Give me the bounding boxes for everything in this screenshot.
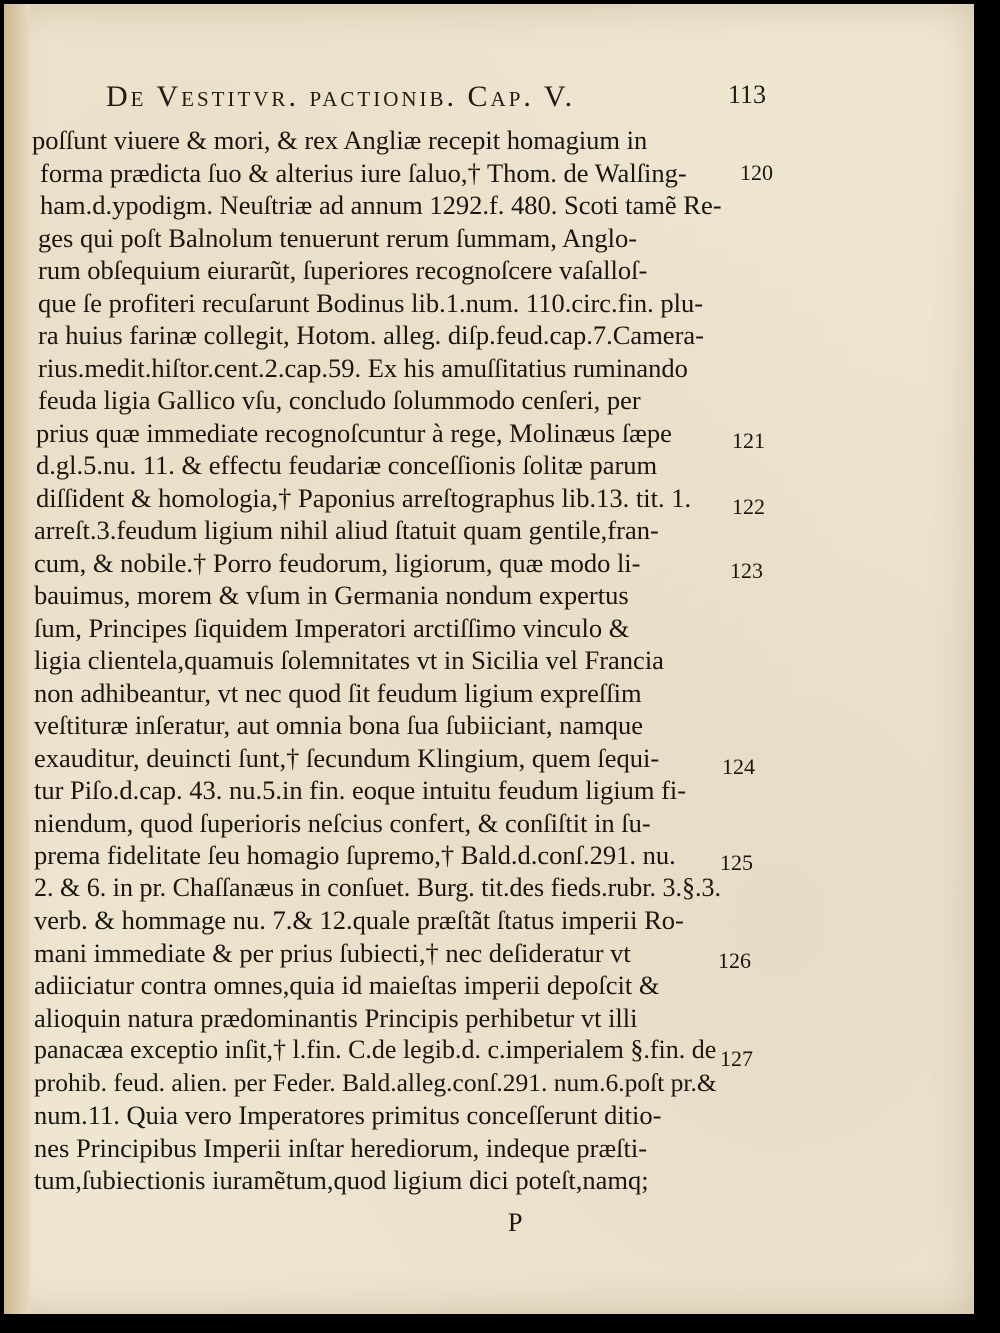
text-line: prius quæ immediate recognoſcuntur à rege, Molinæus ſæpe — [36, 417, 672, 448]
marginal-note-number: 122 — [732, 494, 765, 519]
text-line: bauimus, morem & vſum in Germania nondum expertus — [34, 580, 629, 610]
marginal-note-number: 125 — [720, 850, 753, 875]
text-line: panacæa exceptio inſit,† l.fin. C.de legib.d. c.imperialem §.fin. de — [34, 1035, 717, 1064]
text-line: arreſt.3.feudum ligium nihil aliud ſtatuit quam gentile,fran- — [34, 515, 659, 545]
text-line: ra huius farinæ collegit, Hotom. alleg. diſp.feud.cap.7.Camera- — [38, 320, 704, 350]
text-line: rum obſequium eiurarũt, ſuperiores recognoſcere vaſalloſ- — [38, 255, 648, 285]
text-line: ligia clientela,quamuis ſolemnitates vt in Sicilia vel Francia — [34, 645, 664, 675]
text-line: 2. & 6. in pr. Chaſſanæus in conſuet. Burg. tit.des fieds.rubr. 3.§.3. — [34, 872, 722, 902]
text-line: non adhibeantur, vt nec quod ſit feudum ligium expreſſim — [34, 677, 642, 708]
text-line: cum, & nobile.† Porro feudorum, ligiorum, quæ modo li- — [34, 547, 641, 578]
text-line: prema fidelitate ſeu homagio ſupremo,† Bald.d.conſ.291. nu. — [34, 840, 676, 870]
signature-mark: P — [508, 1208, 523, 1237]
text-line: ham.d.ypodigm. Neuſtriæ ad annum 1292.f. 480. Scoti tamẽ Re- — [40, 190, 722, 220]
marginal-note-number: 121 — [732, 428, 765, 453]
text-line: d.gl.5.nu. 11. & effectu feudariæ conceſſionis ſolitæ parum — [36, 450, 658, 480]
text-line: feuda ligia Gallico vſu, concludo ſolummodo cenſeri, per — [38, 385, 641, 415]
text-line: mani immediate & per prius ſubiecti,† nec deſideratur vt — [34, 937, 631, 968]
text-line: num.11. Quia vero Imperatores primitus conceſſerunt ditio- — [34, 1100, 662, 1130]
text-line: tum,ſubiectionis iuramẽtum,quod ligium dici poteſt,namq; — [34, 1165, 649, 1195]
text-line: que ſe profiteri recuſarunt Bodinus lib.1.num. 110.circ.fin. plu- — [38, 287, 704, 318]
running-head — [106, 80, 766, 120]
text-line: diſſident & homologia,† Paponius arreſtographus lib.13. tit. 1. — [36, 482, 692, 513]
text-line: rius.medit.hiſtor.cent.2.cap.59. Ex his amuſſitatius ruminando — [38, 352, 688, 383]
marginal-note-number: 127 — [720, 1046, 753, 1071]
running-head-title: De Vestitvr. pactionib. Cap. V. — [106, 80, 576, 113]
text-line: prohib. feud. alien. per Feder. Bald.alleg.conſ.291. num.6.poſt pr.& — [34, 1067, 717, 1097]
text-line: verb. & hommage nu. 7.& 12.quale præſtãt ſtatus imperii Ro- — [34, 905, 684, 935]
text-line: alioquin natura prædominantis Principis perhibetur vt illi — [34, 1002, 638, 1033]
text-line: poſſunt viuere & mori, & rex Angliæ recepit homagium in — [32, 125, 648, 155]
text-line: nes Principibus Imperii inſtar herediorum, indeque præſti- — [34, 1132, 648, 1163]
text-line: ges qui poſt Balnolum tenuerunt rerum ſummam, Anglo- — [38, 222, 638, 253]
text-line: ſum, Principes ſiquidem Imperatori arctiſſimo vinculo & — [34, 612, 630, 643]
text-line: adiiciatur contra omnes,quia id maieſtas imperii depoſcit & — [34, 970, 660, 1000]
marginal-note-number: 124 — [722, 754, 755, 779]
text-line: niendum, quod ſuperioris neſcius confert, & conſiſtit in ſu- — [34, 807, 651, 838]
marginal-note-number: 126 — [718, 948, 751, 973]
text-line: forma prædicta ſuo & alterius iure ſaluo,† Thom. de Walſing- — [40, 157, 687, 188]
page-number: 113 — [727, 80, 766, 109]
binding-gutter — [4, 4, 30, 1314]
marginal-note-number: 123 — [730, 558, 763, 583]
text-line: veſtituræ inſeratur, aut omnia bona ſua ſubiiciant, namque — [34, 710, 644, 740]
marginal-note-number: 120 — [740, 160, 773, 185]
text-line: tur Piſo.d.cap. 43. nu.5.in fin. eoque intuitu feudum ligium fi- — [34, 775, 687, 805]
text-line: exauditur, deuincti ſunt,† ſecundum Klingium, quem ſequi- — [34, 742, 660, 773]
